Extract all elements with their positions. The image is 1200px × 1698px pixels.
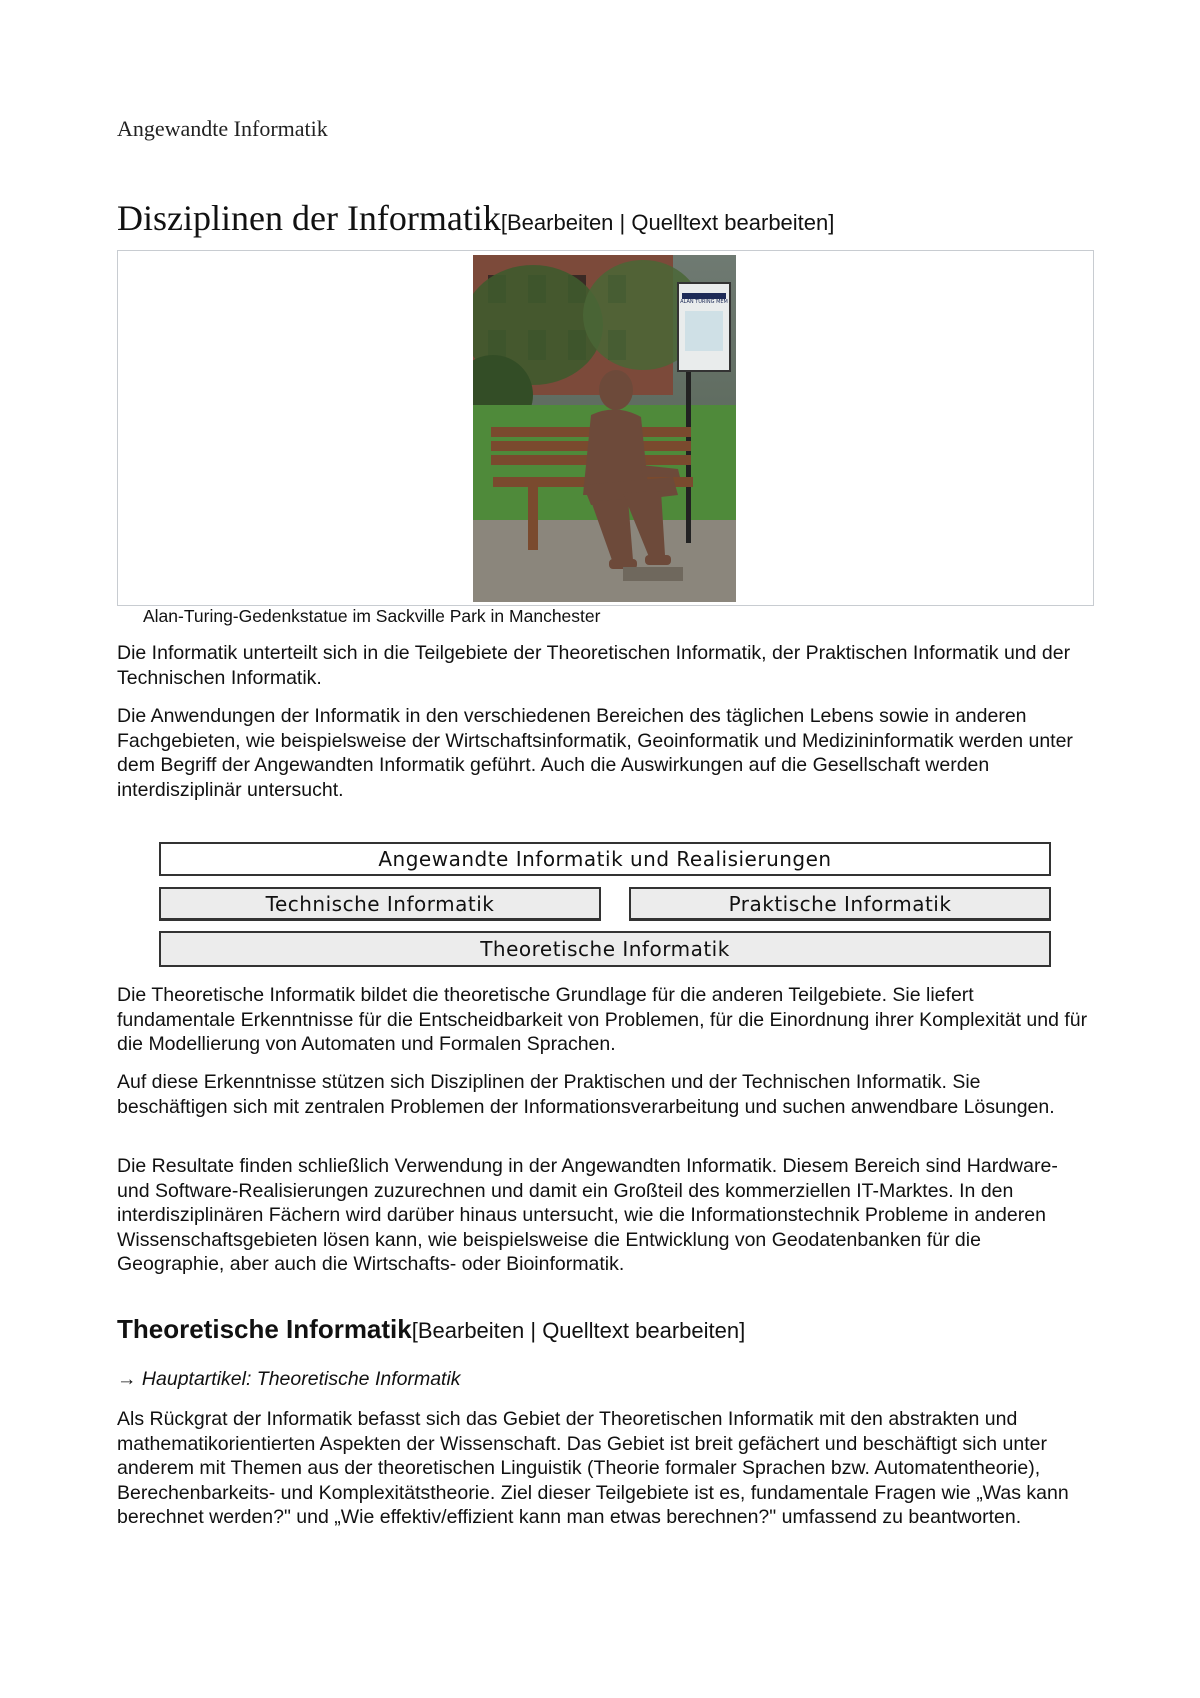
hauptartikel-link[interactable]: → Hauptartikel: Theoretische Informatik [117, 1368, 461, 1390]
paragraph-5: Die Resultate finden schließlich Verwendung in der Angewandten Informatik. Diesem Bereich sind Hardware- und Software-Realisierungen zuzurechnen und damit ein Großteil des kommerziellen IT-Marktes. In den interdisziplinären Fächern wird darüber hinaus untersucht, wie die Informationstechnik Probleme in anderen Wissenschaftsgebieten lösen kann, wie beispielsweise die Entwicklung von Geodatenbanken für die Geographie, aber auch die Wirtschafts- oder Bioinformatik. [117, 1155, 1058, 1275]
running-header: Angewandte Informatik [117, 116, 328, 141]
edit-links[interactable]: [Bearbeiten | Quelltext bearbeiten] [500, 210, 835, 235]
section-heading-disziplinen [117, 196, 834, 245]
diagram-box-theoretische: Theoretische Informatik [159, 931, 1051, 967]
edit-links-2[interactable]: [Bearbeiten | Quelltext bearbeiten] [411, 1318, 746, 1343]
image-caption: Alan-Turing-Gedenkstatue im Sackville Park in Manchester [143, 606, 601, 626]
section2-title: Theoretische Informatik [117, 1314, 412, 1344]
diagram-box-praktische: Praktische Informatik [629, 887, 1051, 921]
diagram-box-technische: Technische Informatik [159, 887, 601, 921]
image-frame [117, 250, 1094, 606]
paragraph-3: Die Theoretische Informatik bildet die theoretische Grundlage für die anderen Teilgebiete. Sie liefert fundamentale Erkenntnisse für die Entscheidbarkeit von Problemen, für die Einordnung ihrer Komplexität und für die Modellierung von Automaten und Formalen Sprachen. [117, 984, 1088, 1055]
sign-text: ALAN TURING MEM [680, 299, 728, 305]
paragraph-6: Als Rückgrat der Informatik befasst sich das Gebiet der Theoretischen Informatik mit den abstrakten und mathematikorientierten Aspekten der Wissenschaft. Das Gebiet ist breit gefächert und beschäftigt sich unter anderem mit Themen aus der theoretischen Linguistik (Theorie formaler Sprachen bzw. Automatentheorie), Berechenbarkeits- und Komplexitätstheorie. Ziel dieser Teilgebiete ist es, fundamentale Fragen wie „Was kann berechnet werden?" und „Wie effektiv/effizient kann man etwas berechnen?" umfassend zu beantworten. [117, 1408, 1069, 1528]
turing-statue-photo [473, 255, 736, 602]
paragraph-4: Auf diese Erkenntnisse stützen sich Disziplinen der Praktischen und der Technischen Informatik. Sie beschäftigen sich mit zentralen Problemen der Informationsverarbeitung und suchen anwendbare Lösungen. [117, 1071, 1055, 1118]
section-title: Disziplinen der Informatik [117, 198, 501, 238]
diagram-box-angewandte: Angewandte Informatik und Realisierungen [159, 842, 1051, 876]
informatik-layer-diagram [159, 842, 1051, 968]
section-heading-theoretische [117, 1314, 745, 1345]
paragraph-1: Die Informatik unterteilt sich in die Teilgebiete der Theoretischen Informatik, der Praktischen Informatik und der Technischen Informatik. [117, 642, 1071, 689]
paragraph-2: Die Anwendungen der Informatik in den verschiedenen Bereichen des täglichen Lebens sowie in anderen Fachgebieten, wie beispielsweise der Wirtschaftsinformatik, Geoinformatik und Medizininformatik werden unter dem Begriff der Angewandten Informatik geführt. Auch die Auswirkungen auf die Gesellschaft werden interdisziplinär untersucht. [117, 705, 1073, 801]
